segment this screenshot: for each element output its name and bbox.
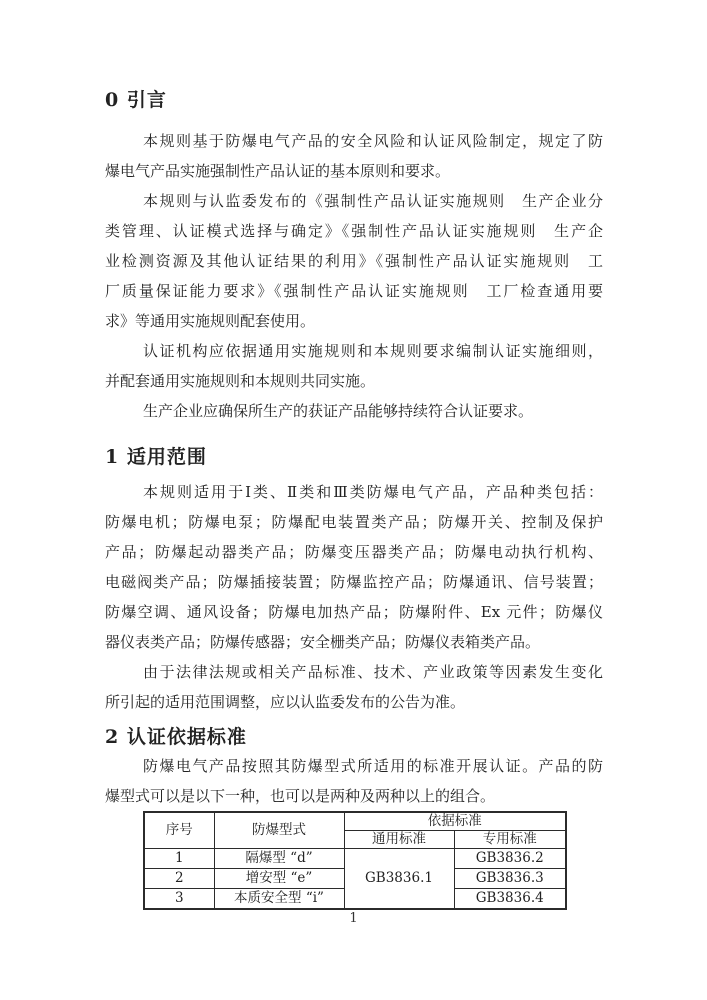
table-header-general: 通用标准 [344, 831, 454, 849]
text-line: 业检测资源及其他认证结果的利用》《强制性产品认证实施规则 工 [105, 252, 603, 270]
table-cell-serial: 2 [144, 869, 214, 889]
standards-table [143, 811, 567, 910]
paragraph [105, 336, 603, 396]
text-line: 爆电气产品实施强制性产品认证的基本原则和要求。 [105, 162, 451, 180]
table-cell-special: GB3836.4 [454, 889, 566, 910]
paragraph [105, 126, 603, 186]
page-content [105, 0, 603, 910]
text-line: 防爆电气产品按照其防爆型式所适用的标准开展认证。产品的防 [143, 757, 603, 775]
table-cell-general-standard: GB3836.1 [344, 849, 454, 910]
text-line: 防爆电机；防爆电泵；防爆配电装置类产品；防爆开关、控制及保护 [105, 513, 603, 531]
text-line: 爆型式可以是以下一种，也可以是两种及两种以上的组合。 [105, 787, 496, 805]
table-cell-serial: 1 [144, 849, 214, 869]
table-header-basis: 依据标准 [344, 812, 566, 831]
text-line: 求》等通用实施规则配套使用。 [105, 312, 316, 330]
table-header-special: 专用标准 [454, 831, 566, 849]
section-heading-standards: 2 认证依据标准 [105, 726, 247, 748]
table-header-type: 防爆型式 [214, 812, 344, 849]
text-line: 并配套通用实施规则和本规则共同实施。 [105, 372, 376, 390]
table-cell-special: GB3836.3 [454, 869, 566, 889]
section-heading-scope: 1 适用范围 [105, 446, 207, 468]
text-line: 本规则适用于Ⅰ类、Ⅱ类和Ⅲ类防爆电气产品，产品种类包括： [143, 483, 603, 501]
text-line: 生产企业应确保所生产的获证产品能够持续符合认证要求。 [143, 402, 534, 420]
table-header-serial: 序号 [144, 812, 214, 849]
table-cell-type: 增安型 “e” [214, 869, 344, 889]
text-line: 本规则基于防爆电气产品的安全风险和认证风险制定，规定了防 [143, 132, 603, 150]
table-cell-special: GB3836.2 [454, 849, 566, 869]
text-line: 本规则与认监委发布的《强制性产品认证实施规则 生产企业分 [143, 192, 603, 210]
paragraph [105, 751, 603, 811]
text-line: 所引起的适用范围调整，应以认监委发布的公告为准。 [105, 693, 466, 711]
text-line: 厂质量保证能力要求》《强制性产品认证实施规则 工厂检查通用要 [105, 282, 603, 300]
paragraph [105, 396, 603, 426]
table-row [144, 849, 566, 869]
text-line: 器仪表类产品；防爆传感器；安全栅类产品；防爆仪表箱类产品。 [105, 633, 541, 651]
page-number: 1 [349, 911, 358, 926]
table-header-row [144, 812, 566, 831]
paragraph [105, 657, 603, 717]
table-cell-type: 本质安全型 “i” [214, 889, 344, 910]
text-line: 由于法律法规或相关产品标准、技术、产业政策等因素发生变化 [143, 663, 603, 681]
paragraph [105, 186, 603, 336]
section-heading-introduction: 0 引言 [105, 89, 167, 111]
table-cell-type: 隔爆型 “d” [214, 849, 344, 869]
text-line: 防爆空调、通风设备；防爆电加热产品；防爆附件、Ex 元件；防爆仪 [105, 603, 603, 621]
paragraph [105, 477, 603, 657]
text-line: 类管理、认证模式选择与确定》《强制性产品认证实施规则 生产企 [105, 222, 603, 240]
text-line: 认证机构应依据通用实施规则和本规则要求编制认证实施细则， [143, 342, 603, 360]
text-line: 产品；防爆起动器类产品；防爆变压器类产品；防爆电动执行机构、 [105, 543, 603, 561]
text-line: 电磁阀类产品；防爆插接装置；防爆监控产品；防爆通讯、信号装置； [105, 573, 603, 591]
table-cell-serial: 3 [144, 889, 214, 910]
